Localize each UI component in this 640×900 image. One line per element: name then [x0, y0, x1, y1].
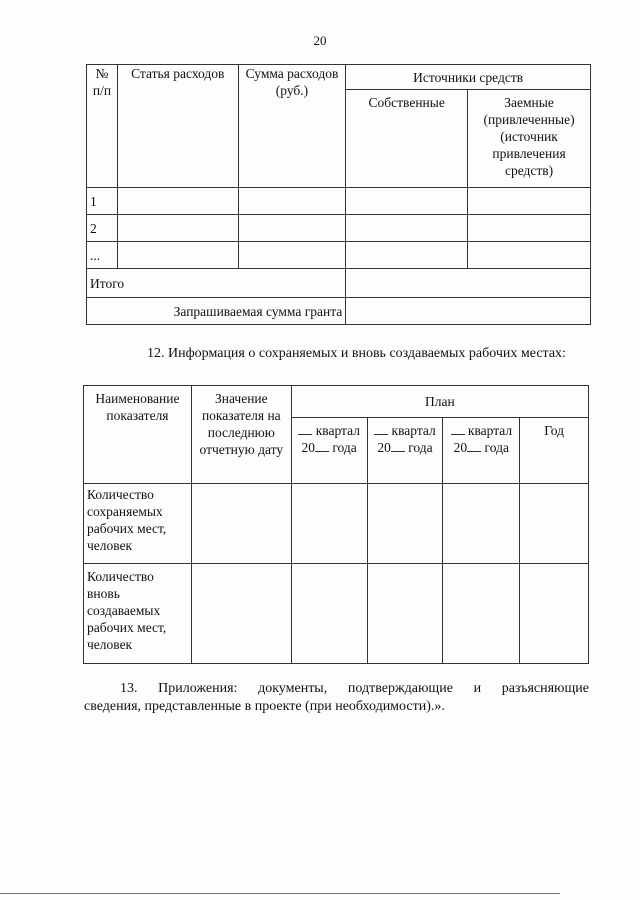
- header-borrowed: Заемные (привлеченные) (источник привлечения средств): [468, 90, 591, 188]
- row-label: Количество сохраняемых рабочих мест, человек: [84, 484, 192, 564]
- header-year: Год: [520, 418, 589, 484]
- header-num: № п/п: [87, 65, 118, 188]
- header-quarter-1: квартал 20 года: [291, 418, 367, 484]
- section-13-line-1: 13. Приложения: документы, подтверждающие и разъясняющие: [120, 681, 589, 696]
- table-row: [87, 188, 591, 215]
- header-plan: План: [291, 386, 588, 418]
- grant-label: Запрашиваемая сумма гранта: [87, 298, 346, 325]
- section-13-text: [84, 680, 589, 716]
- page-number: 20: [313, 33, 327, 48]
- header-own: Собственные: [346, 90, 468, 188]
- scan-edge-line: [0, 893, 560, 894]
- header-quarter-2: квартал 20 года: [367, 418, 443, 484]
- table-row: [87, 242, 591, 269]
- header-sum: Сумма расходов (руб.): [238, 65, 346, 188]
- row-number: 2: [87, 215, 118, 242]
- table-row: [84, 564, 589, 664]
- header-indicator: Наименование показателя: [84, 386, 192, 484]
- section-12-title: 12. Информация о сохраняемых и вновь создаваемых рабочих местах:: [147, 346, 566, 361]
- row-number: 1: [87, 188, 118, 215]
- header-value: Значение показателя на последнюю отчетную дату: [191, 386, 291, 484]
- row-number: ...: [87, 242, 118, 269]
- jobs-table: [83, 385, 589, 664]
- table-row: [87, 215, 591, 242]
- header-quarter-3: квартал 20 года: [443, 418, 520, 484]
- table-row: [84, 484, 589, 564]
- header-sources: Источники средств: [346, 65, 591, 90]
- expenses-table: [86, 64, 591, 325]
- row-label: Количество вновь создаваемых рабочих мест, человек: [84, 564, 192, 664]
- section-13-line-2: сведения, представленные в проекте (при необходимости).».: [84, 699, 445, 714]
- header-article: Статья расходов: [117, 65, 238, 188]
- total-label: Итого: [87, 269, 346, 298]
